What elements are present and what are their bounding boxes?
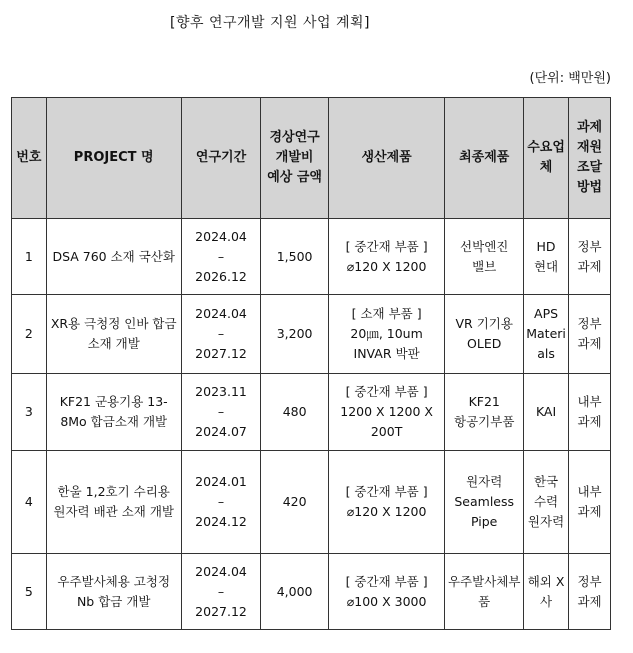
product-type: [ 중간재 부품 ] — [345, 238, 428, 254]
document-title: [향후 연구개발 지원 사업 계획] — [169, 15, 370, 31]
cell-project: XR용 극청정 인바 합금 소재 개발 — [46, 295, 181, 374]
cell-funding: 정부 과제 — [569, 295, 611, 374]
cell-period — [181, 451, 261, 554]
header-no: 번호 — [12, 98, 47, 219]
cell-period — [181, 295, 261, 374]
cell-project: KF21 군용기용 13-8Mo 합금소재 개발 — [46, 374, 181, 451]
product-spec: 1200 X 1200 X 200T — [340, 404, 433, 439]
product-type: [ 중간재 부품 ] — [345, 484, 428, 499]
period-start: 2024.01 — [195, 474, 247, 489]
cell-no: 2 — [12, 295, 47, 374]
cell-final-product: 원자력 Seamless Pipe — [445, 451, 524, 554]
cell-no: 4 — [12, 451, 47, 554]
product-type: [ 중간재 부품 ] — [345, 384, 428, 399]
period-separator: – — [217, 326, 225, 341]
cell-period — [181, 219, 261, 295]
cell-no: 3 — [12, 374, 47, 451]
header-project: PROJECT 명 — [46, 98, 181, 219]
cell-period — [181, 554, 261, 630]
period-separator: – — [217, 494, 225, 509]
header-customer: 수요업체 — [524, 98, 569, 219]
cell-product — [328, 219, 445, 295]
cell-customer: 한국 수력 원자력 — [524, 451, 569, 554]
cell-funding: 정부 과제 — [569, 554, 611, 630]
cell-product — [328, 374, 445, 451]
rnd-plan-table — [11, 97, 611, 630]
cell-final-product: KF21 항공기부품 — [445, 374, 524, 451]
period-start: 2023.11 — [195, 384, 247, 399]
header-row — [12, 98, 611, 219]
cell-product — [328, 554, 445, 630]
cell-project: 한울 1,2호기 수리용 원자력 배관 소재 개발 — [46, 451, 181, 554]
table-row — [12, 219, 611, 295]
period-separator: – — [217, 404, 225, 419]
period-separator: – — [217, 248, 225, 264]
header-cost: 경상연구개발비 예상 금액 — [261, 98, 328, 219]
header-product: 생산제품 — [328, 98, 445, 219]
unit-note: (단위: 백만원) — [529, 71, 611, 86]
cell-cost: 420 — [261, 451, 328, 554]
cell-cost: 480 — [261, 374, 328, 451]
product-type: [ 소재 부품 ] — [351, 306, 422, 321]
period-start: 2024.04 — [195, 228, 247, 244]
cell-no: 5 — [12, 554, 47, 630]
period-start: 2024.04 — [195, 306, 247, 321]
period-end: 2024.12 — [195, 514, 247, 529]
cell-period — [181, 374, 261, 451]
cell-customer: 해외 X 사 — [524, 554, 569, 630]
cell-project: DSA 760 소재 국산화 — [46, 219, 181, 295]
cell-final-product: 선박엔진 밸브 — [445, 219, 524, 295]
product-spec: ⌀120 X 1200 — [346, 258, 427, 274]
product-spec: 20㎛, 10um INVAR 박판 — [350, 326, 423, 361]
header-funding: 과제 재원 조달 방법 — [569, 98, 611, 219]
product-spec: ⌀120 X 1200 — [346, 504, 427, 519]
period-end: 2024.07 — [195, 424, 247, 439]
cell-product — [328, 295, 445, 374]
cell-final-product: 우주발사체부품 — [445, 554, 524, 630]
cell-final-product: VR 기기용 OLED — [445, 295, 524, 374]
cell-no: 1 — [12, 219, 47, 295]
table-row — [12, 374, 611, 451]
table-row — [12, 451, 611, 554]
cell-customer: HD 현대 — [524, 219, 569, 295]
table-row — [12, 295, 611, 374]
product-type: [ 중간재 부품 ] — [345, 573, 428, 589]
product-spec: ⌀100 X 3000 — [346, 593, 427, 609]
cell-customer: KAI — [524, 374, 569, 451]
header-period: 연구기간 — [181, 98, 261, 219]
cell-funding: 내부 과제 — [569, 374, 611, 451]
cell-funding: 정부 과제 — [569, 219, 611, 295]
cell-funding: 내부 과제 — [569, 451, 611, 554]
cell-cost: 3,200 — [261, 295, 328, 374]
cell-cost: 1,500 — [261, 219, 328, 295]
header-final-product: 최종제품 — [445, 98, 524, 219]
cell-customer: APS Materials — [524, 295, 569, 374]
period-end: 2026.12 — [195, 268, 247, 284]
cell-project: 우주발사체용 고청정 Nb 합금 개발 — [46, 554, 181, 630]
period-end: 2027.12 — [195, 603, 247, 619]
period-separator: – — [217, 583, 225, 599]
table-row — [12, 554, 611, 630]
cell-product — [328, 451, 445, 554]
cell-cost: 4,000 — [261, 554, 328, 630]
period-start: 2024.04 — [195, 563, 247, 579]
period-end: 2027.12 — [195, 346, 247, 361]
